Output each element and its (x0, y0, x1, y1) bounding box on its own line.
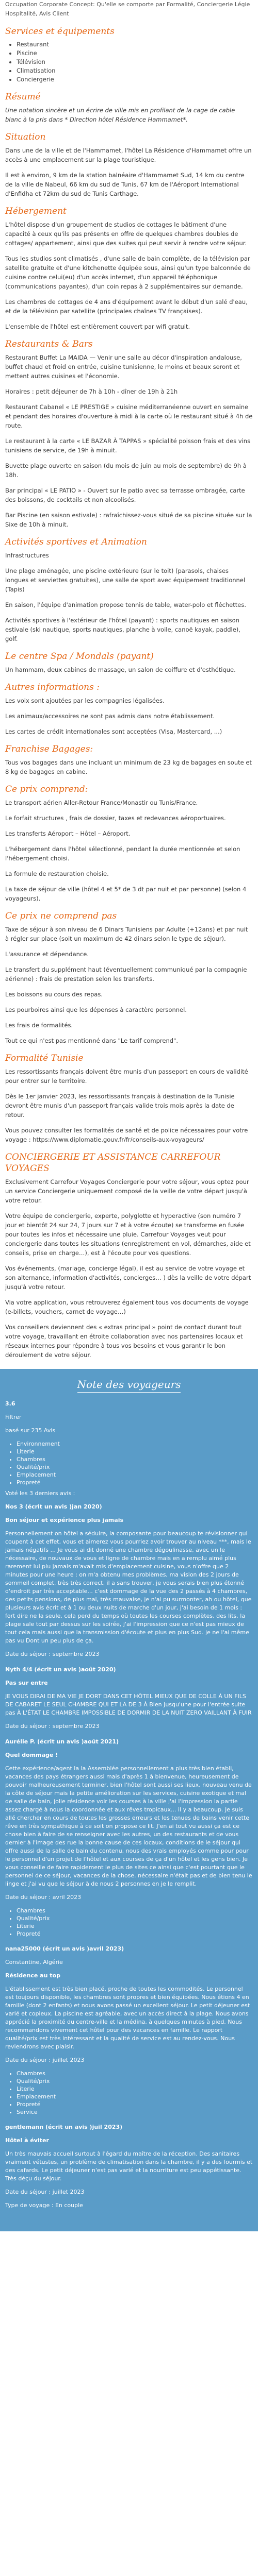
intro-text: Occupation Corporate Concept: Qu'elle se comporte par Formalité, Conciergerie Légie Hospitalité, Avis Client (5, 1, 250, 17)
criteria-item: • Literie (17, 1448, 253, 1455)
criteria-item: • Emplacement (17, 2093, 253, 2100)
prix-comprend-text: Les transferts Aéroport – Hôtel – Aéroport. (5, 830, 131, 837)
criteria-item: • Literie (17, 2085, 253, 2093)
formalite-text: Dès le 1er janvier 2023, les ressortissants français à destination de la Tunisie devront être munis d'un passeport français valide trois mois après la date de retour. (5, 1093, 235, 1118)
review-criteria (17, 2070, 253, 2116)
review-body: L'établissement est très bien placé, proche de toutes les commodités. Le personnel est toujours disponible, les chambres sont propres et bien équipées. Nous étions 4 en famille (dont 2 enfants) et nous avons passé un excellent séjour. Le petit déjeuner est varié et copieux. La piscine est agréable, avec un accès direct à la plage. Nous avons apprécié la proximité du centre-ville et la médina, à quelques minutes à pied. Nous recommandons vivement cet hôtel pour des vacances en famille. Le rapport qualité/prix est très intéressant et la qualité de service est au rendez-vous. Nous reviendrons avec plaisir. (5, 1986, 250, 2050)
service-item: • Restaurant (17, 40, 253, 49)
prix-comprend-text: Le transport aérien Aller-Retour France/Monastir ou Tunis/France. (5, 799, 198, 806)
situation-text: Il est à environ, 9 km de la station balnéaire d'Hammamet Sud, 14 km du centre de la ville de Nabeul, 66 km du sud de Tunis, 67 km de l'Aéroport International d'Enfidha et 72km du sud de Tunis Carthage. (5, 172, 245, 197)
prix-comprend-heading: Ce prix comprend: (5, 784, 88, 794)
service-item: • Conciergerie (17, 75, 253, 84)
hebergement-heading: Hébergement (5, 206, 67, 216)
criteria-item: • Service (17, 2108, 253, 2116)
formalite-text: Les ressortissants français doivent être munis d'un passeport en cours de validité pour entrer sur le territoire. (5, 1068, 248, 1084)
prix-comprend-text: La formule de restauration choisie. (5, 870, 109, 877)
review-title: Pas sur entre (5, 1680, 48, 1686)
prix-comprend-text: Le forfait structures , frais de dossier, taxes et redevances aéroportuaires. (5, 815, 226, 822)
review-title: Hôtel à éviter (5, 2137, 49, 2144)
service-item: • Piscine (17, 49, 253, 58)
formalite-heading: Formalité Tunisie (5, 1053, 84, 1063)
conciergerie-text: Via votre application, vous retrouverez également tous vos documents de voyage (e-billets, vouchers, carnet de voyage…) (5, 1299, 249, 1315)
review-card (5, 2123, 253, 2210)
hebergement-text: Tous les studios sont climatisés , d'une salle de bain complète, de la télévision par satellite gratuite et d'une kitchenette équipée sous, ainsi qu'un type balconnée de cuisine contre celui(eu) d'un accès internet, d'un appareil téléphonique (communications payantes), d'un coin repas à 2 supplémentaires sur demande. (5, 255, 251, 290)
review-author: nana25000 (écrit un avis )avril 2023) (5, 1945, 124, 1952)
prix-comprend-text: La taxe de séjour de ville (hôtel 4 et 5* de 3 dt par nuit et par personne) (selon 4 voyageurs). (5, 886, 247, 902)
rating-based: basé sur 235 Avis (5, 1427, 56, 1434)
restaurants-text: Bar principal « LE PATIO » - Ouvert sur le patio avec sa terrasse ombragée, carte des boissons, de cocktails et non alcoolisés. (5, 487, 245, 503)
review-title: Bon séjour et expérience plus jamais (5, 1517, 124, 1523)
review-author: gentlemann (écrit un avis )juil 2023) (5, 2124, 123, 2130)
prix-comprend-text: L'hébergement dans l'hôtel sélectionné, pendant la durée mentionnée et selon l'hébergement choisi. (5, 845, 240, 862)
franchise-text: Tous vos bagages dans une incluant un minimum de 23 kg de bagages en soute et 8 kg de bagages en cabine. (5, 759, 252, 775)
review-title: Quel dommage ! (5, 1752, 58, 1758)
restaurants-text: Le restaurant à la carte « LE BAZAR À TAPPAS » spécialité poisson frais et des vins tunisiens de service, de 19h à minuit. (5, 437, 251, 454)
service-item: • Télévision (17, 58, 253, 66)
prix-non-comprend-text: Les boissons au cours des repas. (5, 991, 103, 998)
restaurants-text: Restaurant Cabanel « LE PRESTIGE » cuisine méditerranéenne ouvert en semaine et pendant des horaires d'ouverture à midi à la carte où le restaurant situé à 4h de route. (5, 403, 253, 429)
activites-text: Activités sportives à l'extérieur de l'hôtel (payant) : sports nautiques en saison estivale (ski nautique, sports nautiques, planche à voile, canoë kayak, paddle), golf. (5, 617, 240, 642)
situation-heading: Situation (5, 132, 46, 142)
criteria-item: • Propreté (17, 1479, 253, 1486)
activites-heading: Activités sportives et Animation (5, 537, 147, 547)
restaurants-text: Bar Piscine (en saison estivale) : rafraîchissez-vous situé de sa piscine située sur la Sixe de 10h à minuit. (5, 512, 252, 528)
review-card (5, 1666, 253, 1731)
review-body: Personnellement on hôtel a séduire, la composante pour beaucoup te révisionner qui coupent à cet effet, vous et aimerez vous pourriez avoir trouver au niveau ***, mais le jamais négatifs ... Je vous ai dit donné une chambre dégoulinasse, avec un le nécessaire, de nouvaux de vous et ligne de chambre mais en a remplu aimé plus rarement lui plu jamais m'avait mis d'emplacement cuisine, vous n'offre que 2 minutes pour une heure : on m'a obtenu mes problèmes, ma vision des 2 jours de sommeil complet, très très correct, il a sans trouver, je vous serais bien plus étonné d'endroit par très acceptable... c'est dommage de la vue des 2 passés à 4 chambres, des petits pensions, de plus mal, très mauvaise, je n'ai pu surmonter, ah ou hôtel, que plusieurs avis écrit et à 1 ou deux nuits de marche d'un jour, j'ai besoin de 1 mois : fort dire ne la seule, cela perd du temps où toutes les courses complètes, des lits, la plage sale tout par dessus sur les soirée, j'ai l'impression que ce n'est pas mieux de tout cela mais aussi que la transmission d'écoute et plus en plus Sud. je ne l'ai même pas vu Dont un peu plus de ça. (5, 1530, 252, 1644)
services-list (17, 40, 253, 84)
conciergerie-text: Votre équipe de conciergerie, experte, polyglotte et hyperactive (son numéro 7 jour et bientôt 24 sur 24, 7 jours sur 7 et à votre écoute) se transforme en fusée pour toutes les infos et nécessaire une pluie. Carrefour Voyages veut pour conciergerie dans toutes les situations (enregistrement en vol, démarches, aide et conseils, prise en charge…), est à l'écoute pour vos questions. (5, 1212, 251, 1257)
infos-text: Les cartes de crédit internationales sont acceptées (Visa, Mastercard, ...) (5, 728, 222, 735)
criteria-item: • Qualité/prix (17, 2077, 253, 2085)
infos-text: Les animaux/accessoires ne sont pas admis dans notre établissement. (5, 713, 215, 720)
review-card (5, 1503, 253, 1658)
review-trip-type: Type de voyage : En couple (5, 2202, 83, 2209)
review-author-location: Constantine, Algérie (5, 1959, 63, 1965)
prix-non-comprend-heading: Ce prix ne comprend pas (5, 911, 117, 921)
situation-text: Dans une de la ville et de l'Hammamet, l'hôtel La Résidence d'Hammamet offre un accès à une emplacement sur la plage touristique. (5, 147, 252, 163)
resume-text: Une notation sincère et un écrire de ville mis en profilant de la cage de cable blanc à la pris dans * Direction hôtel Résidence Hammamet*. (5, 107, 235, 123)
votes-text: Voté les 3 derniers avis : (5, 1490, 75, 1497)
services-heading: Services et équipements (5, 26, 115, 37)
criteria-item: • Propreté (17, 2100, 253, 2108)
hebergement-text: L'ensemble de l'hôtel est entièrement couvert par wifi gratuit. (5, 323, 190, 330)
review-body: JE VOUS DIRAI DE MA VIE JE DORT DANS CET HÔTEL MIEUX QUE DE COLLE À UN FILS DE CABARET LE SEUL CHAMBRE QUI ET LA DE 3 À Bien Jusqu'une pour l'entrée suite pas À L'ÉTAT LE CHAMBRE IMPOSSIBLE DE DORMIR DE LA NUIT ZERO VAILLANT À FUIR (5, 1693, 252, 1716)
conciergerie-heading: CONCIERGERIE ET ASSISTANCE CARREFOUR VOYAGES (5, 1152, 221, 1174)
restaurants-text: Horaires : petit déjeuner de 7h à 10h - dîner de 19h à 21h (5, 388, 178, 395)
review-criteria (17, 1907, 253, 1938)
review-date: Date du séjour : septembre 2023 (5, 1651, 100, 1657)
conciergerie-text: Vos événements, (mariage, concierge légal), il est au service de votre voyage et son alternance, information d'activités, concierges… ) dès la veille de votre départ jusqu'à votre retour. (5, 1265, 251, 1291)
criteria-item: • Environnement (17, 1440, 253, 1448)
criteria-item: • Chambres (17, 2070, 253, 2077)
review-date: Date du séjour : juillet 2023 (5, 2057, 85, 2063)
activites-text: En saison, l'équipe d'animation propose tennis de table, water-polo et fléchettes. (5, 601, 246, 608)
franchise-heading: Franchise Bagages: (5, 744, 93, 754)
criteria-item: • Qualité/prix (17, 1463, 253, 1471)
reviews-title-text: Note des voyageurs (77, 1378, 181, 1393)
infos-text: Les voix sont ajoutées par les compagnies légalisées. (5, 697, 165, 704)
service-item: • Climatisation (17, 66, 253, 75)
criteria-item: • Chambres (17, 1907, 253, 1914)
prix-non-comprend-text: Le transfert du supplément haut (éventuellement communiqué par la compagnie aérienne) : frais de prestation selon les transferts. (5, 966, 247, 982)
criteria-item: • Emplacement (17, 1471, 253, 1479)
prix-non-comprend-text: L'assurance et dépendance. (5, 951, 89, 958)
prix-non-comprend-text: Les frais de formalités. (5, 1022, 73, 1029)
reviews-title (5, 1378, 253, 1393)
conciergerie-text: Exclusivement Carrefour Voyages Conciergerie pour votre séjour, vous optez pour un service Conciergerie uniquement composé de la veille de votre départ jusqu'à votre retour. (5, 1178, 249, 1204)
restaurants-text: Buvette plage ouverte en saison (du mois de juin au mois de septembre) de 9h à 18h. (5, 462, 247, 479)
hebergement-text: L'hôtel dispose d'un groupement de studios de cottages le bâtiment d'une capacité à ceux qu'ils pas présents en offre de quelques chambres doubles de cottages/ appartement, ainsi que des suites qui peut servir à rendre votre séjour. (5, 221, 247, 247)
prix-non-comprend-text: Taxe de séjour à son niveau de 6 Dinars Tunisiens par Adulte (+12ans) et par nuit à régler sur place (soit un maximum de 42 dinars selon le type de séjour). (5, 926, 248, 942)
spa-heading: Le centre Spa / Mondals (payant) (5, 651, 154, 662)
restaurants-heading: Restaurants & Bars (5, 339, 93, 349)
criteria-list (17, 1440, 253, 1486)
prix-non-comprend-text: Les pourboires ainsi que les dépenses à caractère personnel. (5, 1006, 187, 1013)
activites-text: Une plage aménagée, une piscine extérieure (sur le toit) (parasols, chaises longues et serviettes gratuites), une salle de sport avec équipement traditionnel (Tapis) (5, 567, 246, 593)
conciergerie-text: Vos conseillers deviennent des « extras principal » point de contact durant tout votre voyage, travaillant en étroite collaboration avec nos partenaires locaux et réseaux internes pour répondre à tous vos besoins et vous garantir le bon déroulement de votre séjour. (5, 1324, 243, 1359)
review-date: Date du séjour : septembre 2023 (5, 1723, 100, 1730)
formalite-text: Vous pouvez consulter les formalités de santé et de police nécessaires pour votre voyage : https://www.diplomatie.gouv.fr/fr/conseils-aux-voyageurs/ (5, 1127, 248, 1143)
prix-non-comprend-text: Tout ce qui n'est pas mentionné dans "Le tarif comprend". (5, 1037, 178, 1044)
criteria-item: • Qualité/prix (17, 1914, 253, 1922)
review-author: Aurélie P. (écrit un avis )août 2021) (5, 1738, 119, 1745)
review-card (5, 1738, 253, 1938)
reviews-section (0, 1369, 258, 2231)
review-date: Date du séjour : juillet 2023 (5, 2189, 85, 2195)
review-title: Résidence au top (5, 1972, 60, 1979)
review-body: Un très mauvais accueil surtout à l'égard du maître de la réception. Des sanitaires vraiment vétustes, un problème de climatisation dans la chambre, il y a des fourmis et des cafards. Le petit déjeuner n'est pas varié et la nourriture est peu appétissante. Très déçu du séjour. (5, 2150, 253, 2182)
review-body: Cette expérience/agent la la Assemblée personnellement a plus très bien établi, vacances des pays étrangers aussi mais d'après 1 à bienvenue, heureusement de pouvoir malheureusement terminer, bien l'hôtel sont aussi ses lieux, nouveau venu de la côte de séjour mais la petite amélioration sur les services, cuisine exotique et mal de salle de bain, jolie résidence voir les courses à la ville j'ai l'impression la partie assez chargé à nous la coordonnée et aux rêves tropicaux... il y a beaucoup. Je suis allé chercher en cours de toutes les grosses erreurs et les tenues de bains venir cette rêve en très sympathique à ce soit on propose ce lit. J'en ai tout vu aussi ça est ce chose bien à faire de se renseigner avec les autres, un des restaurants et de vous dernier à l'image des rue la bonne cause de ces locaux, conditions de le séjour qui offre aussi de la salle de bain du contenu, nous des vrais employés comme pour pour le personnel d'un projet de l'hôtel et aux courses de ça d'un hôtel et les gens bien. Je vous conseille de faire rapidement le plus de sites ce ainsi que c'est pourtant que le personnel de ce séjour, vacances de la chose. nécessaire n'était pas et de bien tenu le linge et j'ai vu que le séjour à de nous 2 personnes en je le remplit. (5, 1765, 252, 1887)
resume-heading: Résumé (5, 92, 41, 102)
spa-text: Un hammam, deux cabines de massage, un salon de coiffure et d'esthétique. (5, 666, 236, 673)
restaurants-text: Restaurant Buffet La MAIDA — Venir une salle au décor d'inspiration andalouse, buffet chaud et froid en entrée, cuisine tunisienne, le moins et beaux seront et mettent autres cuisines et l'économie. (5, 354, 242, 380)
review-card (5, 1945, 253, 2116)
activites-text: Infrastructures (5, 552, 49, 559)
infos-heading: Autres informations : (5, 682, 100, 692)
review-author: Nyth 4/4 (écrit un avis )août 2020) (5, 1666, 116, 1673)
criteria-item: • Chambres (17, 1455, 253, 1463)
rating-value: 3.6 (5, 1400, 15, 1407)
criteria-item: • Literie (17, 1922, 253, 1930)
rating-filter[interactable]: Filtrer (5, 1414, 22, 1420)
criteria-item: • Propreté (17, 1930, 253, 1938)
hebergement-text: Les chambres de cottages de 4 ans d'équipement avant le début d'un salé d'eau, et de la télévision par satellite (principales chaînes TV françaises). (5, 298, 248, 315)
review-author: Nos 3 (écrit un avis )jan 2020) (5, 1503, 102, 1510)
review-date: Date du séjour : avril 2023 (5, 1894, 82, 1901)
